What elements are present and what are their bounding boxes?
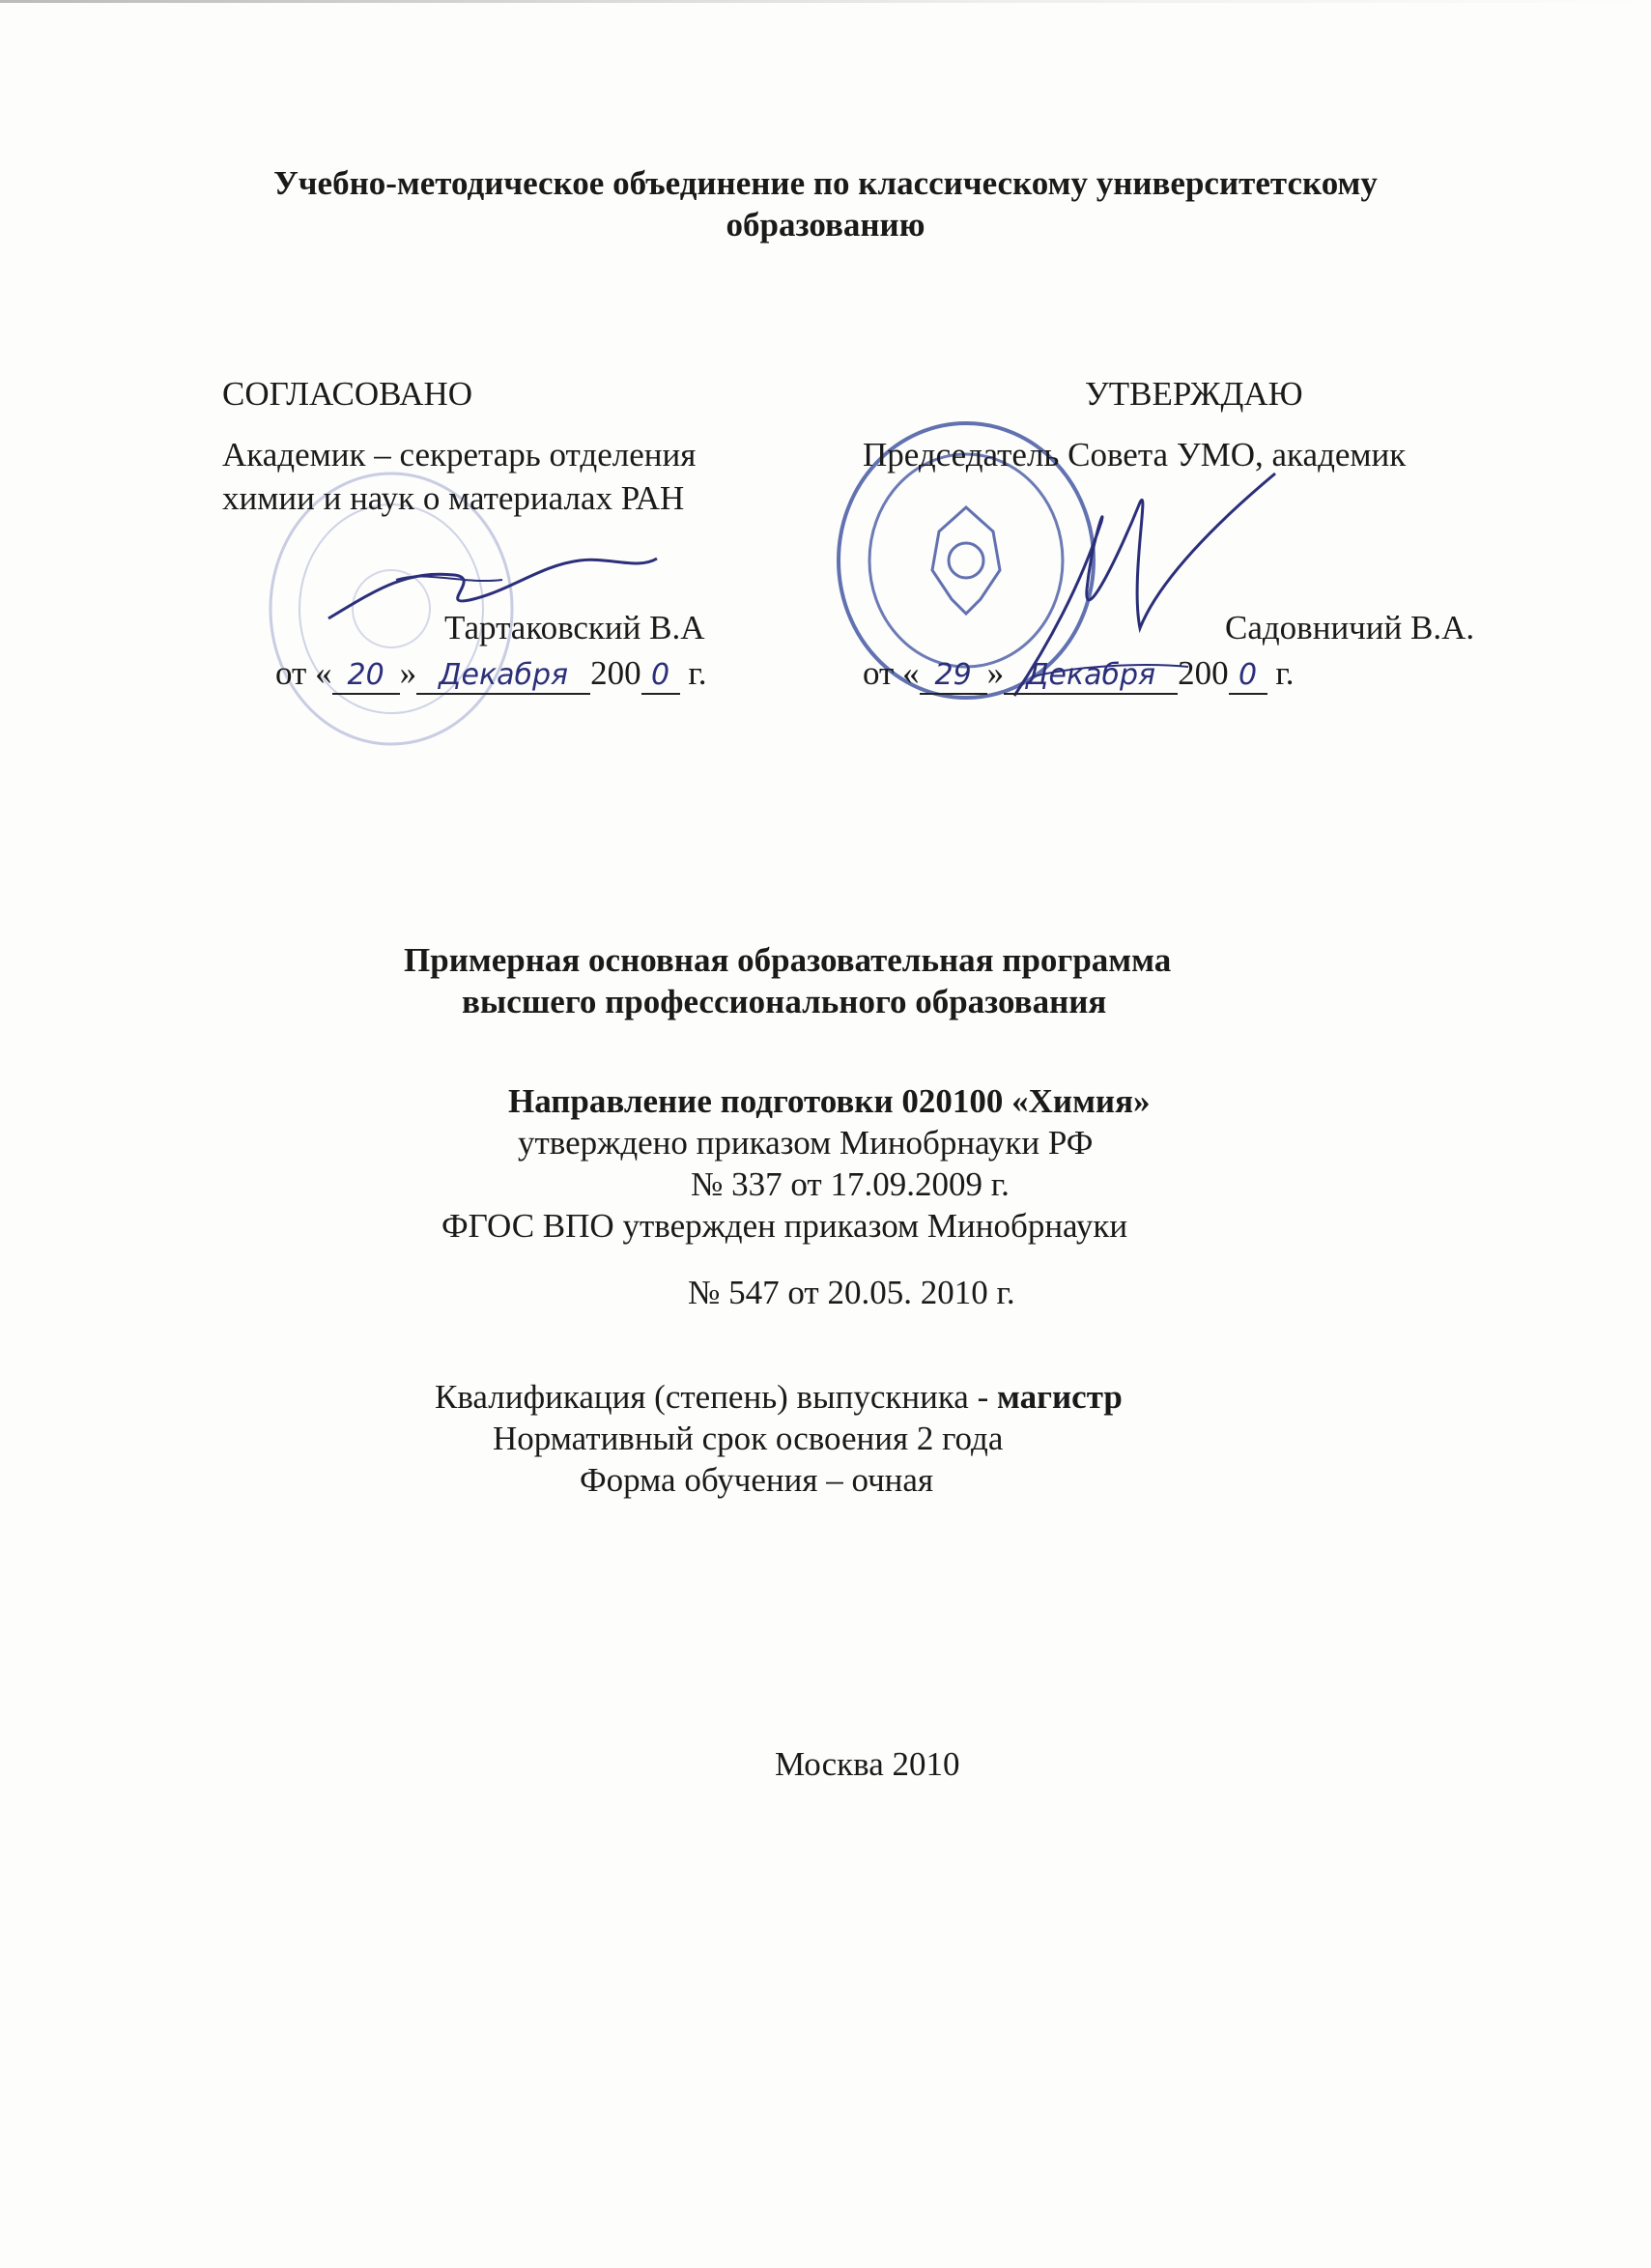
approve-date-prefix: от « bbox=[863, 654, 920, 692]
fgos-line1: ФГОС ВПО утвержден приказом Минобрнауки bbox=[441, 1207, 1128, 1245]
study-form: Форма обучения – очная bbox=[580, 1461, 934, 1499]
approve-title-line1: Председатель Совета УМО, академик bbox=[863, 436, 1407, 474]
agreed-title-line2: химии и наук о материалах РАН bbox=[222, 479, 685, 517]
scan-edge bbox=[0, 0, 1651, 3]
approved-line2: № 337 от 17.09.2009 г. bbox=[691, 1165, 1010, 1203]
agreed-signatory-name: Тартаковский В.А bbox=[444, 609, 705, 646]
approve-date-mid: » bbox=[986, 654, 1005, 692]
program-title-line1: Примерная основная образовательная программа bbox=[404, 941, 1172, 979]
approve-date-year-digit: 0 bbox=[1238, 658, 1258, 692]
fgos-line2: № 547 от 20.05. 2010 г. bbox=[688, 1274, 1015, 1311]
agreed-date-year-digit: 0 bbox=[651, 658, 670, 692]
qualification-value: магистр bbox=[997, 1378, 1123, 1416]
agreed-date-mid: » bbox=[399, 654, 417, 692]
approve-signatory-name: Садовничий В.А. bbox=[1225, 609, 1475, 646]
agreed-date-year-prefix: 200 bbox=[590, 654, 641, 692]
approve-date-day: 29 bbox=[934, 658, 972, 692]
city-year: Москва 2010 bbox=[775, 1745, 960, 1783]
approve-date-year-prefix: 200 bbox=[1178, 654, 1229, 692]
approve-heading: УТВЕРЖДАЮ bbox=[1085, 375, 1303, 413]
agreed-title-line1: Академик – секретарь отделения bbox=[222, 436, 697, 474]
agreed-date-prefix: от « bbox=[275, 654, 332, 692]
agreed-date-suffix: г. bbox=[679, 654, 707, 692]
approve-date-suffix: г. bbox=[1267, 654, 1295, 692]
qualification-line bbox=[435, 1378, 1123, 1417]
agreed-heading: СОГЛАСОВАНО bbox=[222, 375, 473, 413]
approve-date-line bbox=[863, 654, 1295, 695]
study-term: Нормативный срок освоения 2 года bbox=[493, 1420, 1004, 1457]
org-header-line2: образованию bbox=[726, 206, 925, 244]
agreed-date-month: Декабря bbox=[439, 658, 569, 692]
org-header-line1: Учебно-методическое объединение по классическому университетскому bbox=[273, 164, 1378, 202]
program-title-line2: высшего профессионального образования bbox=[462, 983, 1107, 1020]
approve-date-month: Декабря bbox=[1026, 658, 1156, 692]
approved-line1: утверждено приказом Минобрнауки РФ bbox=[518, 1124, 1094, 1162]
agreed-date-line bbox=[275, 654, 707, 695]
qualification-label: Квалификация (степень) выпускника - bbox=[435, 1378, 997, 1416]
program-direction: Направление подготовки 020100 «Химия» bbox=[508, 1082, 1151, 1120]
agreed-date-day: 20 bbox=[347, 658, 384, 692]
